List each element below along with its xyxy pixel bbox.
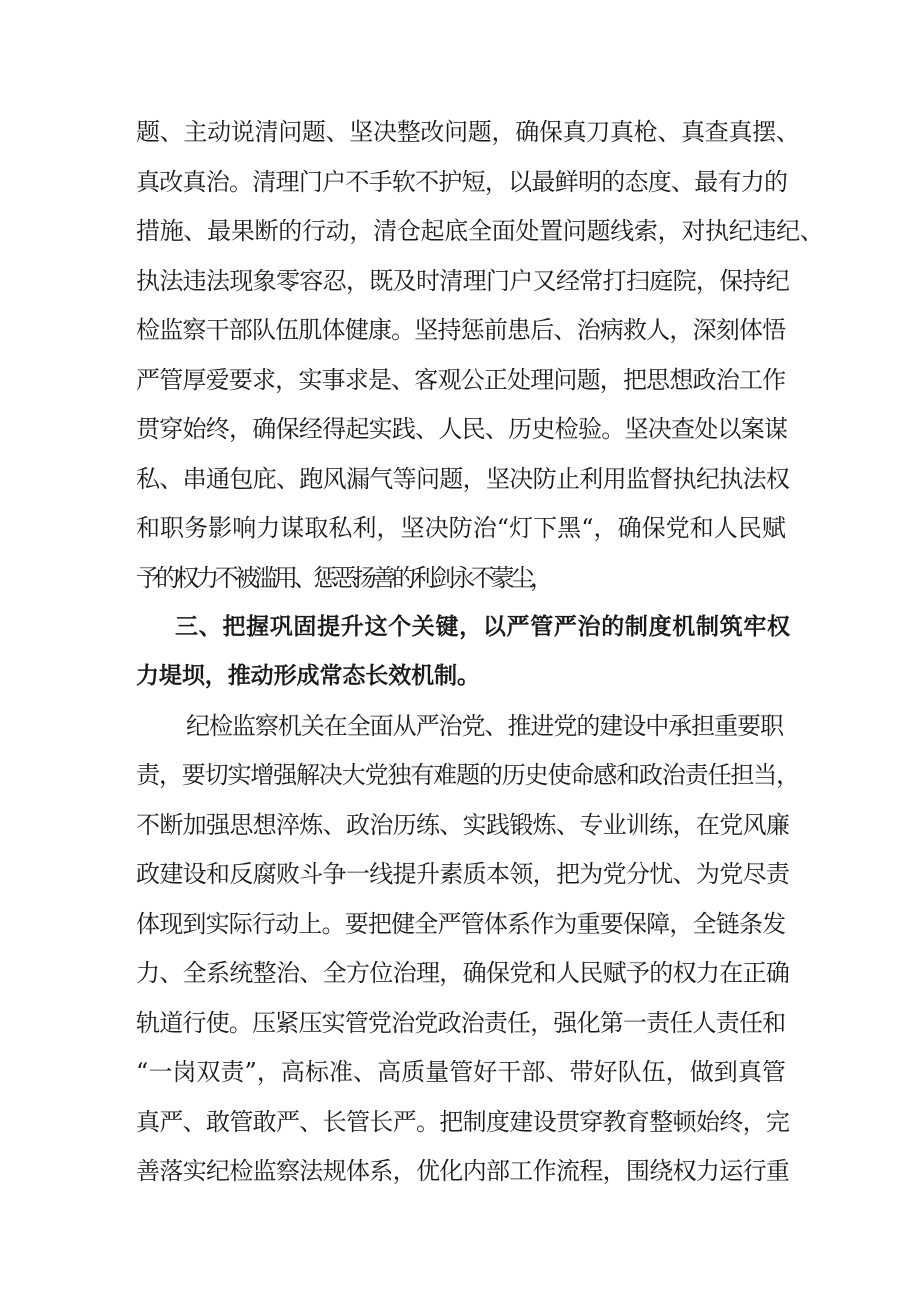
text-line: 私、串通包庇、跑风漏气等问题，坚决防止利用监督执纪执法权 bbox=[136, 465, 790, 493]
text-line: 政建设和反腐败斗争一线提升素质本领，把为党分忧、为党尽责 bbox=[136, 860, 790, 888]
text-line: 责，要切实增强解决大党独有难题的历史使命感和政治责任担当， bbox=[136, 761, 799, 789]
text-line: “一岗双责”，高标准、高质量管好干部、带好队伍，做到真管 bbox=[136, 1058, 786, 1086]
text-line: 体现到实际行动上。要把健全严管体系作为重要保障，全链条发 bbox=[136, 910, 786, 938]
text-line: 检监察干部队伍肌体健康。坚持惩前患后、治病救人，深刻体悟 bbox=[136, 316, 786, 344]
text-line: 措施、最果断的行动，清仓起底全面处置问题线索，对执纪违纪、 bbox=[136, 217, 824, 245]
text-line: 善落实纪检监察法规体系，优化内部工作流程，围绕权力运行重 bbox=[136, 1157, 790, 1185]
section-heading: 力堤坝，推动形成常态长效机制。 bbox=[136, 663, 480, 689]
text-line: 予的权力不被滥用、惩恶扬善的利剑永不蒙尘， bbox=[136, 564, 550, 592]
text-line: 真改真治。清理门户不手软不护短，以最鲜明的态度、最有力的 bbox=[136, 168, 788, 196]
text-line: 力、全系统整治、全方位治理，确保党和人民赋予的权力在正确 bbox=[136, 959, 790, 987]
text-line: 不断加强思想淬炼、政治历练、实践锻炼、专业训练，在党风廉 bbox=[136, 811, 790, 839]
text-line: 轨道行使。压紧压实管党治党政治责任，强化第一责任人责任和 bbox=[136, 1009, 786, 1037]
text-line: 题、主动说清问题、坚决整改问题，确保真刀真枪、真查真摆、 bbox=[136, 118, 800, 146]
text-line: 纪检监察机关在全面从严治党、推进党的建设中承担重要职 bbox=[186, 712, 783, 740]
text-line: 真严、敢管敢严、长管长严。把制度建设贯穿教育整顿始终，完 bbox=[136, 1108, 790, 1136]
text-line: 严管厚爱要求，实事求是、客观公正处理问题，把思想政治工作 bbox=[136, 366, 786, 394]
text-line: 和职务影响力谋取私利，坚决防治“灯下黑“，确保党和人民赋 bbox=[136, 514, 786, 542]
text-line: 执法违法现象零容忍，既及时清理门户又经常打扫庭院，保持纪 bbox=[136, 267, 790, 295]
section-heading: 三、把握巩固提升这个关键，以严管严治的制度机制筑牢权 bbox=[175, 614, 791, 640]
text-line: 贯穿始终，确保经得起实践、人民、历史检验。坚决查处以案谋 bbox=[136, 415, 788, 443]
